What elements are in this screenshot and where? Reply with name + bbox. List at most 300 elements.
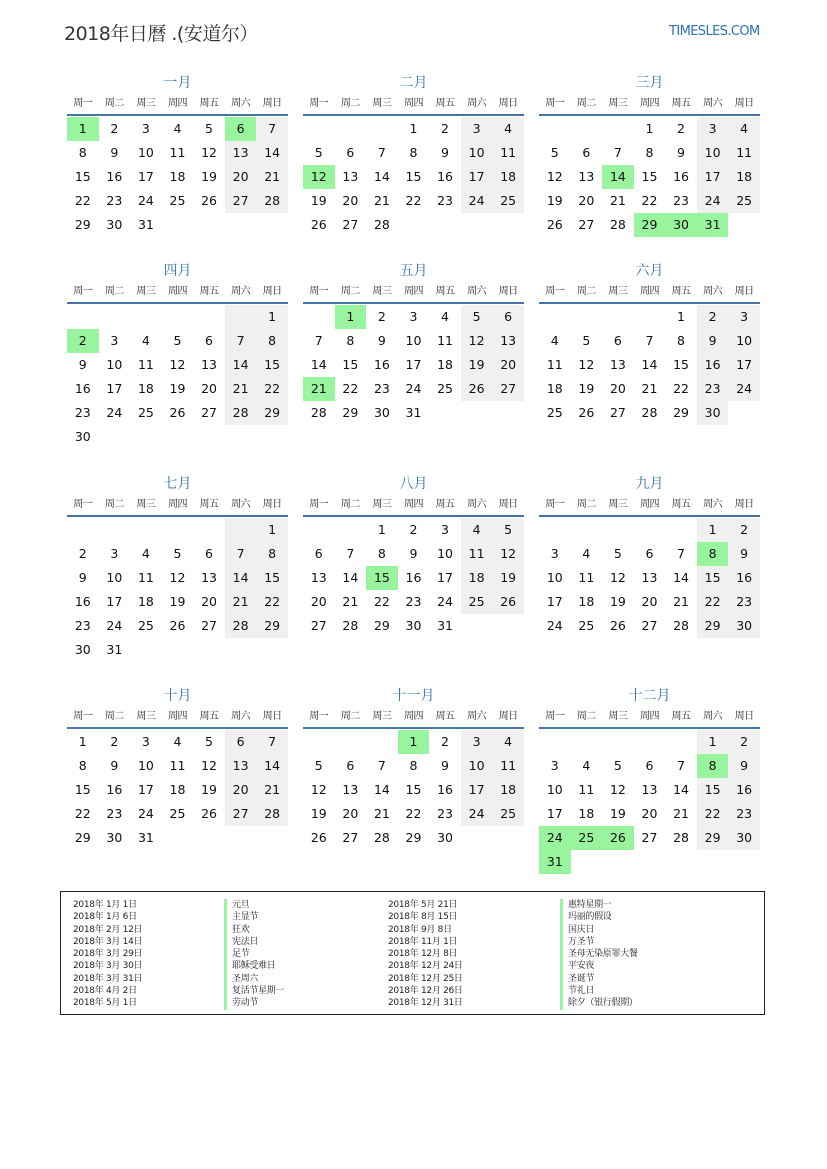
day-cell: 27	[641, 830, 658, 845]
month-title: 七月	[163, 476, 192, 492]
day-cell: 15	[405, 169, 422, 184]
day-cell: 12	[310, 782, 327, 797]
day-cell: 8	[377, 546, 386, 561]
empty-cell	[335, 117, 367, 141]
day-cell: 17	[697, 165, 729, 189]
day-cell: 28	[225, 401, 257, 425]
day-cell: 16	[697, 353, 729, 377]
day-cell: 22	[697, 590, 729, 614]
day-cell: 2	[110, 121, 119, 136]
day-cell: 23	[728, 802, 760, 826]
day-cell: 7	[346, 546, 355, 561]
day-cell: 6	[314, 546, 323, 561]
month-2	[303, 72, 524, 237]
month-4	[67, 260, 288, 449]
holiday-day-cell: 29	[634, 213, 666, 237]
day-cell: 25	[169, 193, 186, 208]
day-cell: 25	[578, 618, 595, 633]
empty-cell	[366, 730, 398, 754]
day-cell: 7	[645, 333, 654, 348]
day-cell: 21	[673, 594, 689, 609]
day-cell: 13	[225, 754, 257, 778]
month-title: 十二月	[628, 688, 671, 704]
day-cell: 23	[728, 590, 760, 614]
day-cell: 16	[74, 381, 91, 396]
day-cell: 6	[492, 305, 524, 329]
day-cell: 9	[441, 758, 449, 773]
month-1	[67, 72, 288, 237]
day-grid	[539, 730, 760, 874]
weekday-label: 周二	[104, 711, 124, 722]
day-cell: 4	[141, 333, 150, 348]
holiday-date: 2018年 8月 15日	[388, 912, 458, 923]
day-cell: 24	[405, 381, 422, 396]
weekday-label: 周日	[734, 499, 754, 510]
day-cell: 11	[437, 333, 453, 348]
day-cell: 27	[201, 405, 217, 420]
weekday-label: 周一	[73, 98, 93, 109]
day-cell: 4	[461, 518, 493, 542]
empty-cell	[67, 305, 99, 329]
month-12	[539, 685, 760, 874]
day-cell: 28	[256, 189, 288, 213]
weekday-header	[67, 495, 288, 517]
day-cell: 11	[546, 357, 563, 372]
day-cell: 18	[492, 165, 524, 189]
day-cell: 23	[74, 405, 91, 420]
day-cell: 12	[578, 357, 595, 372]
empty-cell	[539, 730, 571, 754]
holiday-day-cell: 25	[571, 826, 603, 850]
weekday-label: 周四	[403, 286, 423, 297]
day-cell: 7	[377, 145, 386, 160]
page-title: 2018年日曆 .(安道尔）	[64, 23, 258, 45]
day-cell: 18	[137, 381, 154, 396]
day-cell: 3	[461, 730, 493, 754]
day-cell: 10	[546, 570, 563, 585]
day-cell: 5	[314, 758, 323, 773]
day-cell: 21	[256, 165, 288, 189]
holiday-date: 2018年 12月 26日	[388, 986, 463, 997]
day-cell: 2	[728, 730, 760, 754]
holiday-day-cell: 6	[225, 117, 257, 141]
month-3	[539, 72, 760, 237]
holiday-day-cell: 24	[539, 826, 571, 850]
weekday-label: 周五	[435, 286, 455, 297]
empty-cell	[571, 730, 603, 754]
weekday-label: 周二	[340, 499, 360, 510]
holiday-day-cell: 31	[539, 850, 571, 874]
holiday-day-cell: 31	[697, 213, 729, 237]
day-grid	[303, 730, 524, 850]
day-cell: 9	[441, 145, 449, 160]
day-cell: 10	[405, 333, 422, 348]
day-cell: 16	[437, 782, 453, 797]
day-cell: 22	[405, 806, 422, 821]
weekday-label: 周三	[608, 286, 628, 297]
empty-cell	[303, 730, 335, 754]
day-cell: 3	[550, 546, 559, 561]
day-cell: 24	[137, 193, 154, 208]
empty-cell	[303, 305, 335, 329]
weekday-label: 周四	[639, 711, 659, 722]
day-cell: 11	[461, 542, 493, 566]
holiday-day-cell: 8	[697, 754, 729, 778]
day-cell: 17	[461, 778, 493, 802]
weekday-label: 周二	[340, 711, 360, 722]
day-cell: 16	[673, 169, 689, 184]
weekday-label: 周五	[435, 499, 455, 510]
holiday-name: 万圣节	[560, 936, 638, 948]
day-cell: 15	[673, 357, 689, 372]
day-cell: 22	[256, 590, 288, 614]
day-cell: 19	[201, 169, 217, 184]
day-cell: 14	[310, 357, 327, 372]
weekday-label: 周日	[262, 98, 282, 109]
day-cell: 27	[578, 217, 595, 232]
weekday-label: 周三	[372, 711, 392, 722]
day-cell: 19	[492, 566, 524, 590]
day-cell: 5	[582, 333, 591, 348]
day-cell: 4	[173, 734, 182, 749]
weekday-label: 周六	[467, 286, 487, 297]
day-cell: 10	[106, 570, 123, 585]
day-cell: 25	[137, 405, 154, 420]
holiday-date: 2018年 1月 1日	[73, 900, 137, 910]
day-cell: 8	[645, 145, 654, 160]
day-cell: 1	[697, 730, 729, 754]
day-cell: 23	[437, 806, 453, 821]
day-cell: 16	[728, 778, 760, 802]
day-cell: 21	[342, 594, 359, 609]
empty-cell	[303, 518, 335, 542]
day-cell: 15	[256, 353, 288, 377]
day-cell: 14	[225, 566, 257, 590]
day-cell: 14	[342, 570, 359, 585]
day-cell: 30	[74, 429, 91, 444]
day-cell: 24	[461, 802, 493, 826]
holiday-name: 节礼日	[560, 985, 638, 997]
day-cell: 29	[405, 830, 422, 845]
month-6	[539, 260, 760, 425]
day-cell: 2	[409, 522, 418, 537]
month-9	[539, 473, 760, 638]
day-cell: 5	[550, 145, 559, 160]
day-cell: 27	[492, 377, 524, 401]
day-cell: 18	[578, 806, 595, 821]
day-cell: 15	[74, 169, 91, 184]
day-cell: 25	[546, 405, 563, 420]
day-cell: 4	[582, 546, 591, 561]
weekday-header	[539, 282, 760, 304]
day-cell: 26	[578, 405, 595, 420]
day-cell: 22	[405, 193, 422, 208]
day-cell: 12	[461, 329, 493, 353]
holiday-day-cell: 14	[602, 165, 634, 189]
day-cell: 22	[641, 193, 658, 208]
weekday-label: 周三	[136, 286, 156, 297]
day-cell: 6	[205, 333, 213, 348]
day-cell: 9	[728, 542, 760, 566]
weekday-label: 周二	[104, 98, 124, 109]
weekday-label: 周二	[576, 98, 596, 109]
day-cell: 2	[697, 305, 729, 329]
day-cell: 18	[169, 169, 186, 184]
day-cell: 10	[437, 546, 453, 561]
holiday-name: 主显节	[224, 911, 284, 923]
weekday-label: 周四	[167, 711, 187, 722]
weekday-label: 周四	[639, 98, 659, 109]
day-cell: 11	[137, 357, 154, 372]
day-cell: 20	[342, 806, 359, 821]
day-cell: 28	[225, 614, 257, 638]
day-cell: 3	[441, 522, 449, 537]
day-cell: 29	[342, 405, 359, 420]
weekday-header	[67, 282, 288, 304]
holiday-name: 劳动节	[224, 997, 284, 1009]
day-cell: 3	[141, 121, 150, 136]
weekday-label: 周二	[104, 286, 124, 297]
holiday-day-cell: 30	[665, 213, 697, 237]
day-cell: 3	[141, 734, 150, 749]
holiday-date: 2018年 12月 8日	[388, 949, 458, 960]
weekday-header	[67, 94, 288, 116]
day-cell: 20	[492, 353, 524, 377]
day-cell: 4	[492, 730, 524, 754]
day-cell: 10	[106, 357, 123, 372]
day-cell: 28	[373, 217, 390, 232]
day-cell: 15	[74, 782, 91, 797]
day-cell: 17	[137, 782, 154, 797]
day-cell: 9	[409, 546, 418, 561]
day-cell: 30	[74, 642, 91, 657]
empty-cell	[162, 305, 194, 329]
day-cell: 12	[546, 169, 563, 184]
day-cell: 18	[546, 381, 563, 396]
day-cell: 13	[225, 141, 257, 165]
day-cell: 30	[697, 401, 729, 425]
weekday-label: 周三	[136, 499, 156, 510]
day-cell: 27	[342, 830, 359, 845]
weekday-header	[539, 495, 760, 517]
day-cell: 4	[582, 758, 591, 773]
day-cell: 9	[728, 754, 760, 778]
day-cell: 29	[697, 614, 729, 638]
empty-cell	[634, 730, 666, 754]
day-cell: 5	[613, 546, 622, 561]
holiday-day-cell: 8	[697, 542, 729, 566]
empty-cell	[539, 305, 571, 329]
empty-cell	[335, 518, 367, 542]
weekday-label: 周五	[435, 711, 455, 722]
day-cell: 11	[492, 141, 524, 165]
weekday-label: 周二	[340, 286, 360, 297]
weekday-label: 周一	[309, 711, 329, 722]
day-grid	[303, 518, 524, 638]
weekday-label: 周六	[467, 98, 487, 109]
month-title: 十一月	[392, 688, 435, 704]
weekday-label: 周日	[498, 286, 518, 297]
weekday-label: 周一	[545, 711, 565, 722]
site-link[interactable]: TIMESLES.COM	[669, 24, 760, 39]
weekday-label: 周一	[545, 286, 565, 297]
day-cell: 30	[728, 614, 760, 638]
day-cell: 29	[256, 614, 288, 638]
day-cell: 18	[169, 782, 186, 797]
day-cell: 16	[405, 570, 422, 585]
day-cell: 2	[110, 734, 119, 749]
empty-cell	[193, 305, 225, 329]
day-cell: 3	[728, 305, 760, 329]
empty-cell	[99, 518, 131, 542]
holiday-day-cell: 15	[366, 566, 398, 590]
day-cell: 17	[437, 570, 453, 585]
day-cell: 19	[578, 381, 595, 396]
day-cell: 4	[141, 546, 150, 561]
day-cell: 27	[201, 618, 217, 633]
weekday-header	[303, 94, 524, 116]
day-cell: 8	[409, 145, 418, 160]
weekday-label: 周五	[199, 98, 219, 109]
weekday-label: 周五	[199, 499, 219, 510]
day-grid	[539, 518, 760, 638]
day-cell: 22	[697, 802, 729, 826]
weekday-header	[539, 707, 760, 729]
day-cell: 31	[437, 618, 453, 633]
day-cell: 15	[697, 566, 729, 590]
empty-cell	[634, 305, 666, 329]
day-cell: 17	[546, 806, 563, 821]
empty-cell	[335, 730, 367, 754]
day-cell: 2	[377, 309, 386, 324]
day-cell: 22	[342, 381, 359, 396]
weekday-label: 周日	[498, 711, 518, 722]
day-cell: 17	[137, 169, 154, 184]
month-title: 一月	[163, 75, 192, 91]
day-cell: 10	[461, 141, 493, 165]
day-cell: 8	[346, 333, 355, 348]
day-cell: 22	[74, 806, 91, 821]
day-cell: 2	[677, 121, 685, 136]
day-cell: 9	[78, 357, 87, 372]
empty-cell	[665, 518, 697, 542]
day-cell: 26	[169, 618, 186, 633]
day-cell: 10	[546, 782, 563, 797]
day-cell: 13	[641, 782, 658, 797]
weekday-label: 周一	[309, 98, 329, 109]
day-cell: 27	[342, 217, 359, 232]
month-10	[67, 685, 288, 850]
weekday-label: 周四	[639, 499, 659, 510]
day-cell: 24	[697, 189, 729, 213]
month-title: 十月	[163, 688, 192, 704]
day-cell: 14	[641, 357, 658, 372]
empty-cell	[602, 117, 634, 141]
day-cell: 27	[225, 189, 257, 213]
weekday-label: 周一	[309, 286, 329, 297]
day-cell: 12	[169, 357, 186, 372]
day-cell: 16	[373, 357, 390, 372]
day-cell: 25	[169, 806, 186, 821]
day-cell: 25	[461, 590, 493, 614]
day-cell: 16	[106, 782, 123, 797]
weekday-label: 周四	[403, 98, 423, 109]
day-cell: 5	[492, 518, 524, 542]
day-cell: 31	[137, 830, 154, 845]
day-cell: 20	[578, 193, 595, 208]
day-cell: 28	[641, 405, 658, 420]
holiday-date: 2018年 1月 6日	[73, 912, 137, 923]
weekday-label: 周五	[199, 286, 219, 297]
day-cell: 2	[728, 518, 760, 542]
day-cell: 29	[673, 405, 689, 420]
day-cell: 22	[74, 193, 91, 208]
holiday-day-cell: 21	[303, 377, 335, 401]
day-cell: 8	[256, 329, 288, 353]
day-cell: 23	[405, 594, 422, 609]
empty-cell	[539, 117, 571, 141]
day-cell: 5	[461, 305, 493, 329]
day-cell: 18	[492, 778, 524, 802]
day-cell: 23	[697, 377, 729, 401]
day-cell: 1	[677, 309, 685, 324]
day-cell: 30	[373, 405, 390, 420]
day-cell: 26	[201, 193, 217, 208]
day-cell: 8	[78, 758, 87, 773]
day-cell: 13	[578, 169, 595, 184]
month-title: 九月	[635, 476, 664, 492]
day-cell: 28	[310, 405, 327, 420]
day-cell: 1	[697, 518, 729, 542]
day-cell: 23	[373, 381, 390, 396]
day-cell: 14	[673, 570, 689, 585]
day-cell: 20	[342, 193, 359, 208]
weekday-label: 周五	[671, 711, 691, 722]
day-grid	[303, 117, 524, 237]
day-cell: 17	[546, 594, 563, 609]
holiday-date: 2018年 5月 1日	[73, 998, 137, 1009]
day-cell: 20	[225, 165, 257, 189]
day-cell: 27	[310, 618, 327, 633]
day-cell: 4	[173, 121, 182, 136]
day-cell: 24	[546, 618, 563, 633]
empty-cell	[130, 518, 162, 542]
day-cell: 23	[74, 618, 91, 633]
weekday-label: 周三	[136, 711, 156, 722]
day-cell: 28	[256, 802, 288, 826]
empty-cell	[539, 518, 571, 542]
weekday-label: 周六	[231, 711, 251, 722]
day-cell: 5	[205, 121, 213, 136]
day-cell: 26	[609, 618, 626, 633]
day-cell: 6	[582, 145, 591, 160]
day-cell: 5	[314, 145, 323, 160]
holiday-date: 2018年 12月 25日	[388, 973, 463, 984]
day-cell: 22	[373, 594, 390, 609]
month-title: 五月	[399, 263, 428, 279]
day-cell: 26	[461, 377, 493, 401]
day-cell: 23	[106, 193, 123, 208]
day-cell: 5	[173, 333, 182, 348]
day-cell: 14	[225, 353, 257, 377]
day-cell: 7	[613, 145, 622, 160]
day-cell: 6	[346, 145, 355, 160]
weekday-label: 周二	[576, 499, 596, 510]
day-cell: 19	[609, 594, 626, 609]
holiday-date: 2018年 3月 31日	[73, 973, 143, 984]
day-cell: 21	[641, 381, 658, 396]
day-cell: 19	[546, 193, 563, 208]
